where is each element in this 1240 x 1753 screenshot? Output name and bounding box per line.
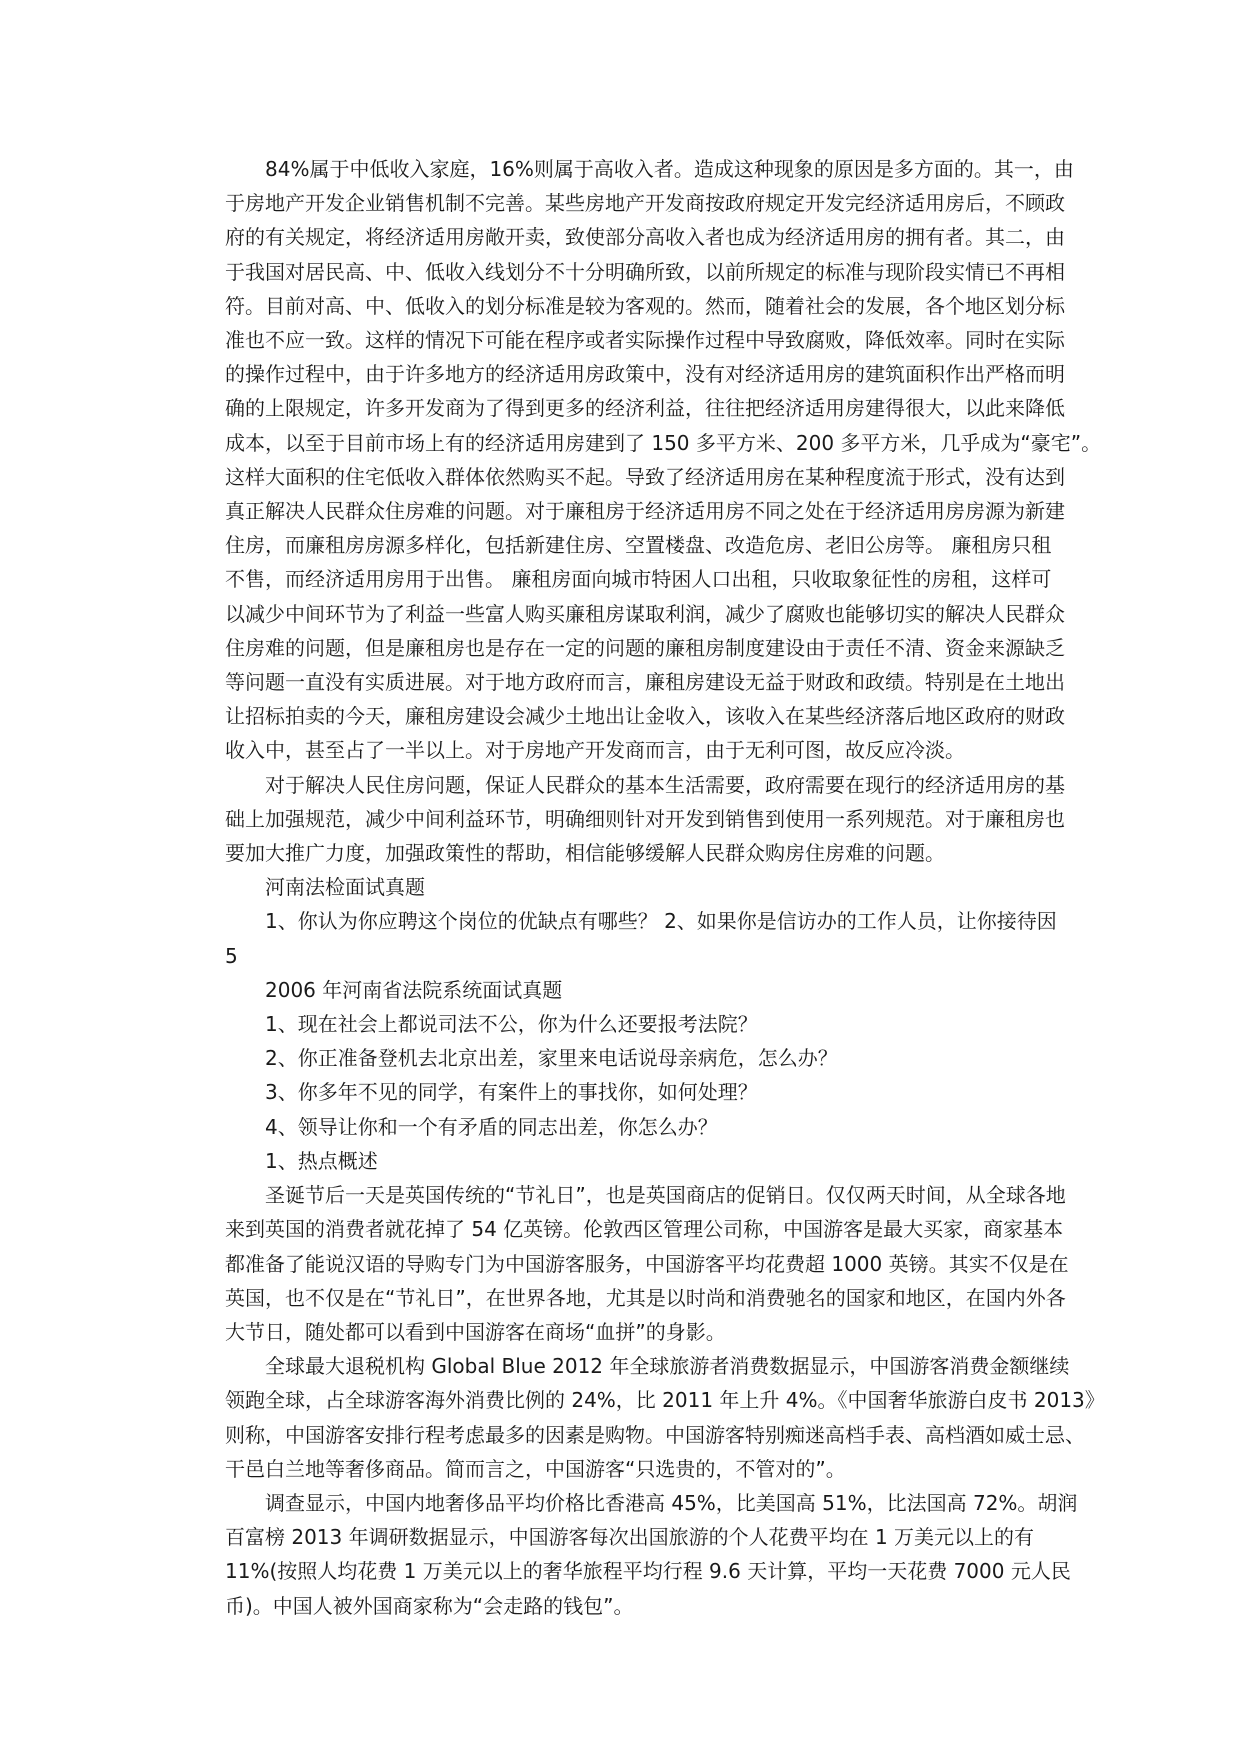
paragraph: [225, 1144, 1055, 1178]
paragraph: [225, 1075, 1055, 1109]
text-line: 2、你正准备登机去北京出差，家里来电话说母亲病危，怎么办？: [265, 1046, 838, 1071]
text-line: 则称，中国游客安排行程考虑最多的因素是购物。中国游客特别痴迷高档手表、高档酒如威士忌、: [225, 1422, 1085, 1447]
paragraph: [225, 1178, 1069, 1349]
text-line: 11%(按照人均花费 1 万美元以上的奢华旅程平均行程 9.6 天计算，平均一天花费 7000 元人民: [225, 1559, 1071, 1584]
text-line: 不售，而经济适用房用于出售。 廉租房面向城市特困人口出租，只收取象征性的房租，这样可: [225, 567, 1052, 592]
text-line: 的操作过程中，由于许多地方的经济适用房政策中，没有对经济适用房的建筑面积作出严格而明: [225, 362, 1065, 387]
paragraph: [225, 1110, 1055, 1144]
text-line: 以减少中间环节为了利益一些富人购买廉租房谋取利润，减少了腐败也能够切实的解决人民群众: [225, 601, 1065, 626]
paragraph: [225, 1041, 1055, 1075]
text-line: 1、热点概述: [265, 1148, 378, 1173]
text-line: 1、你认为你应聘这个岗位的优缺点有哪些？ 2、如果你是信访办的工作人员，让你接待因: [265, 909, 1057, 934]
text-line: 这样大面积的住宅低收入群体依然购买不起。导致了经济适用房在某种程度流于形式，没有达到: [225, 464, 1065, 489]
text-line: 住房难的问题，但是廉租房也是存在一定的问题的廉租房制度建设由于责任不清、资金来源缺乏: [225, 635, 1065, 660]
text-line: 调查显示，中国内地奢侈品平均价格比香港高 45%，比美国高 51%，比法国高 72%。胡润: [265, 1490, 1078, 1515]
text-line: 于我国对居民高、中、低收入线划分不十分明确所致，以前所规定的标准与现阶段实情已不再相: [225, 259, 1065, 284]
text-line: 百富榜 2013 年调研数据显示，中国游客每次出国旅游的个人花费平均在 1 万美元以上的有: [225, 1525, 1035, 1550]
text-line: 领跑全球，占全球游客海外消费比例的 24%，比 2011 年上升 4%。《中国奢华旅游白皮书 2013》: [225, 1388, 1105, 1413]
text-line: 础上加强规范，减少中间利益环节，明确细则针对开发到销售到使用一系列规范。对于廉租房也: [225, 806, 1065, 831]
text-line: 符。目前对高、中、低收入的划分标准是较为客观的。然而，随着社会的发展，各个地区划分标: [225, 293, 1065, 318]
text-line: 2006 年河南省法院系统面试真题: [265, 977, 563, 1002]
text-line: 成本，以至于目前市场上有的经济适用房建到了 150 多平方米、200 多平方米，几乎成为“豪宅”。: [225, 430, 1102, 455]
text-line: 大节日，随处都可以看到中国游客在商场“血拼”的身影。: [225, 1319, 726, 1344]
text-line: 币)。中国人被外国商家称为“会走路的钱包”。: [225, 1593, 634, 1618]
paragraph: [225, 973, 1055, 1007]
text-line: 1、现在社会上都说司法不公，你为什么还要报考法院？: [265, 1012, 758, 1037]
text-line: 3、你多年不见的同学，有案件上的事找你，如何处理？: [265, 1080, 758, 1105]
text-line: 4、领导让你和一个有矛盾的同志出差，你怎么办？: [265, 1114, 718, 1139]
text-line: 让招标拍卖的今天，廉租房建设会减少土地出让金收入，该收入在某些经济落后地区政府的财政: [225, 704, 1065, 729]
text-line: 于房地产开发企业销售机制不完善。某些房地产开发商按政府规定开发完经济适用房后，不顾政: [225, 191, 1065, 216]
text-line: 河南法检面试真题: [265, 875, 425, 900]
text-line: 要加大推广力度，加强政策性的帮助，相信能够缓解人民群众购房住房难的问题。: [225, 841, 945, 866]
text-line: 府的有关规定，将经济适用房敞开卖，致使部分高收入者也成为经济适用房的拥有者。其二，由: [225, 225, 1065, 250]
text-line: 确的上限规定，许多开发商为了得到更多的经济利益，往往把经济适用房建得很大，以此来降低: [225, 396, 1065, 421]
text-line: 来到英国的消费者就花掉了 54 亿英镑。伦敦西区管理公司称，中国游客是最大买家，商家基本: [225, 1217, 1064, 1242]
document-body: [225, 152, 1105, 1623]
text-line: 英国，也不仅是在“节礼日”，在世界各地，尤其是以时尚和消费驰名的国家和地区，在国内外各: [225, 1285, 1066, 1310]
paragraph: [225, 1349, 1105, 1486]
text-line: 准也不应一致。这样的情况下可能在程序或者实际操作过程中导致腐败，降低效率。同时在实际: [225, 328, 1065, 353]
text-line: 圣诞节后一天是英国传统的“节礼日”，也是英国商店的促销日。仅仅两天时间，从全球各地: [265, 1183, 1066, 1208]
text-line: 5: [225, 943, 238, 968]
text-line: 干邑白兰地等奢侈商品。简而言之，中国游客“只选贵的，不管对的”。: [225, 1456, 846, 1481]
text-line: 住房，而廉租房房源多样化，包括新建住房、空置楼盘、改造危房、老旧公房等。 廉租房只租: [225, 533, 1052, 558]
paragraph: [225, 1007, 1055, 1041]
paragraph: [225, 768, 1065, 871]
text-line: 全球最大退税机构 Global Blue 2012 年全球旅游者消费数据显示，中国游客消费金额继续: [265, 1354, 1070, 1379]
paragraph: [225, 904, 1055, 972]
text-line: 等问题一直没有实质进展。对于地方政府而言，廉租房建设无益于财政和政绩。特别是在土地出: [225, 670, 1065, 695]
paragraph: [225, 870, 1055, 904]
text-line: 收入中，甚至占了一半以上。对于房地产开发商而言，由于无利可图，故反应冷淡。: [225, 738, 965, 763]
text-line: 对于解决人民住房问题，保证人民群众的基本生活需要，政府需要在现行的经济适用房的基: [265, 772, 1065, 797]
text-line: 都准备了能说汉语的导购专门为中国游客服务，中国游客平均花费超 1000 英镑。其实不仅是在: [225, 1251, 1069, 1276]
text-line: 真正解决人民群众住房难的问题。对于廉租房于经济适用房不同之处在于经济适用房房源为新建: [225, 499, 1065, 524]
text-line: 84%属于中低收入家庭，16%则属于高收入者。造成这种现象的原因是多方面的。其一，由: [265, 157, 1074, 181]
paragraph: [225, 152, 1102, 768]
paragraph: [225, 1486, 1078, 1623]
